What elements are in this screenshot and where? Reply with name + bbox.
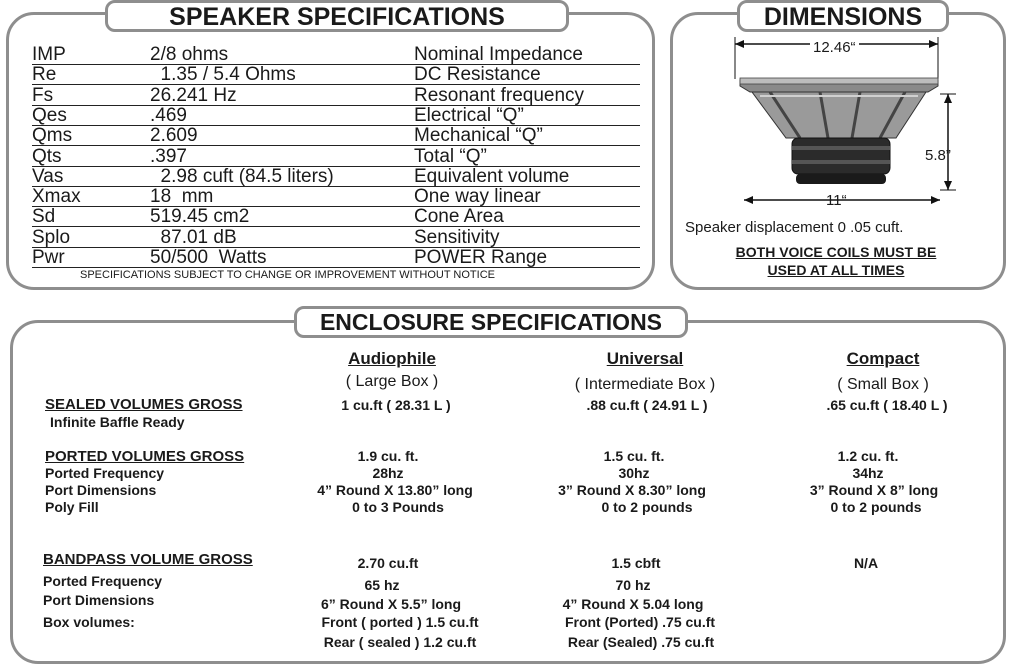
port-dim-universal: 3” Round X 8.30” long bbox=[558, 482, 706, 498]
spec-row bbox=[32, 186, 640, 207]
column-sub-audiophile: ( Large Box ) bbox=[345, 373, 439, 390]
base-label: 11“ bbox=[826, 192, 847, 209]
spec-disclaimer: SPECIFICATIONS SUBJECT TO CHANGE OR IMPROVEMENT WITHOUT NOTICE bbox=[80, 269, 495, 281]
spec-row bbox=[32, 206, 640, 227]
spec-row bbox=[32, 227, 640, 248]
poly-fill-universal: 0 to 2 pounds bbox=[601, 499, 693, 515]
spec-value: 18 mm bbox=[150, 186, 214, 208]
enclosure-specs-title: ENCLOSURE SPECIFICATIONS bbox=[294, 306, 688, 338]
spec-description: Sensitivity bbox=[414, 226, 500, 248]
box-volumes-label: Box volumes: bbox=[43, 614, 135, 630]
spec-description: DC Resistance bbox=[414, 64, 541, 86]
spec-param: IMP bbox=[32, 44, 66, 65]
spec-param: Pwr bbox=[32, 247, 65, 268]
spec-value: .469 bbox=[150, 104, 187, 126]
box-rear-universal: Rear (Sealed) .75 cu.ft bbox=[567, 634, 715, 650]
spec-row bbox=[32, 166, 640, 187]
spec-value: 50/500 Watts bbox=[150, 247, 267, 268]
spec-value: 2/8 ohms bbox=[150, 44, 229, 65]
spec-description: One way linear bbox=[414, 186, 541, 208]
box-rear-audiophile: Rear ( sealed ) 1.2 cu.ft bbox=[323, 634, 477, 650]
ported-volume-audiophile: 1.9 cu. ft. bbox=[357, 448, 419, 464]
magnet-assembly bbox=[792, 138, 890, 174]
bandpass-port-audiophile: 6” Round X 5.5” long bbox=[320, 596, 462, 612]
spec-value: 87.01 dB bbox=[150, 226, 237, 248]
bandpass-freq-universal: 70 hz bbox=[615, 577, 651, 593]
spec-param: Xmax bbox=[32, 186, 81, 208]
bandpass-volume-universal: 1.5 cbft bbox=[611, 555, 661, 571]
column-sub-compact: ( Small Box ) bbox=[837, 376, 929, 393]
bandpass-freq-audiophile: 65 hz bbox=[364, 577, 400, 593]
spec-param: Splo bbox=[32, 226, 71, 248]
bandpass-volume-compact: N/A bbox=[853, 555, 879, 571]
column-sub-universal: ( Intermediate Box ) bbox=[574, 376, 716, 393]
port-dim-audiophile: 4” Round X 13.80” long bbox=[317, 482, 473, 498]
poly-fill-audiophile: 0 to 3 Pounds bbox=[352, 499, 444, 515]
sealed-volumes-label: SEALED VOLUMES GROSS bbox=[45, 396, 243, 413]
ported-freq-universal: 30hz bbox=[618, 465, 650, 481]
column-heading-compact: Compact bbox=[846, 349, 920, 368]
spec-row bbox=[32, 105, 640, 126]
sealed-value-universal: .88 cu.ft ( 24.91 L ) bbox=[586, 397, 708, 413]
sealed-value-compact: .65 cu.ft ( 18.40 L ) bbox=[826, 397, 948, 413]
column-heading-audiophile: Audiophile bbox=[348, 349, 436, 368]
ported-freq-compact: 34hz bbox=[852, 465, 884, 481]
spec-row bbox=[32, 125, 640, 146]
spec-description: Equivalent volume bbox=[414, 165, 570, 187]
width-label: 12.46“ bbox=[810, 39, 859, 56]
infinite-baffle-label: Infinite Baffle Ready bbox=[50, 414, 185, 430]
spec-param: Vas bbox=[32, 165, 64, 187]
ported-volumes-label: PORTED VOLUMES GROSS bbox=[45, 448, 245, 465]
spec-param: Sd bbox=[32, 206, 56, 228]
bandpass-volume-audiophile: 2.70 cu.ft bbox=[357, 555, 419, 571]
box-front-audiophile: Front ( ported ) 1.5 cu.ft bbox=[321, 614, 479, 630]
spec-param: Qts bbox=[32, 145, 62, 167]
bandpass-volume-label: BANDPASS VOLUME GROSS bbox=[43, 551, 253, 568]
spec-description: Electrical “Q” bbox=[414, 104, 524, 126]
speaker-side-illustration bbox=[700, 34, 1000, 214]
ported-volume-compact: 1.2 cu. ft. bbox=[837, 448, 899, 464]
spec-value: 1.35 / 5.4 Ohms bbox=[150, 64, 296, 86]
spec-param: Fs bbox=[32, 84, 54, 106]
spec-value: 26.241 Hz bbox=[150, 84, 237, 106]
bandpass-port-universal: 4” Round X 5.04 long bbox=[562, 596, 704, 612]
spec-description: Nominal Impedance bbox=[414, 44, 583, 65]
dimensions-title: DIMENSIONS bbox=[737, 0, 949, 32]
spec-param: Qms bbox=[32, 125, 73, 147]
port-dim-compact: 3” Round X 8” long bbox=[809, 482, 939, 498]
ported-freq-audiophile: 28hz bbox=[372, 465, 404, 481]
spec-value: 2.609 bbox=[150, 125, 198, 147]
column-heading-universal: Universal bbox=[606, 349, 684, 368]
voice-coil-warning-line2: USED AT ALL TIMES bbox=[767, 262, 905, 278]
bandpass-frequency-label: Ported Frequency bbox=[43, 573, 163, 589]
poly-fill-compact: 0 to 2 pounds bbox=[830, 499, 922, 515]
spec-description: POWER Range bbox=[414, 247, 548, 268]
voice-coil-warning-line1: BOTH VOICE COILS MUST BE bbox=[735, 244, 937, 260]
bandpass-port-dimensions-label: Port Dimensions bbox=[43, 592, 155, 608]
spec-row bbox=[32, 85, 640, 106]
sealed-value-audiophile: 1 cu.ft ( 28.31 L ) bbox=[341, 397, 451, 413]
spec-row bbox=[32, 64, 640, 85]
spec-param: Re bbox=[32, 64, 57, 86]
poly-fill-label: Poly Fill bbox=[45, 499, 99, 515]
displacement-text: Speaker displacement 0 .05 cuft. bbox=[685, 219, 904, 236]
speaker-specs-title: SPEAKER SPECIFICATIONS bbox=[105, 0, 569, 32]
spec-value: .397 bbox=[150, 145, 187, 167]
spec-param: Qes bbox=[32, 104, 67, 126]
ported-frequency-label: Ported Frequency bbox=[45, 465, 165, 481]
spec-description: Cone Area bbox=[414, 206, 504, 228]
spec-row bbox=[32, 247, 640, 268]
height-label: 5.8” bbox=[925, 147, 951, 164]
spec-value: 519.45 cm2 bbox=[150, 206, 250, 228]
spec-row bbox=[32, 44, 640, 65]
port-dimensions-label: Port Dimensions bbox=[45, 482, 157, 498]
ported-volume-universal: 1.5 cu. ft. bbox=[603, 448, 665, 464]
spec-description: Total “Q” bbox=[414, 145, 487, 167]
spec-value: 2.98 cuft (84.5 liters) bbox=[150, 165, 334, 187]
spec-description: Resonant frequency bbox=[414, 84, 585, 106]
spec-description: Mechanical “Q” bbox=[414, 125, 543, 147]
spec-row bbox=[32, 146, 640, 167]
box-front-universal: Front (Ported) .75 cu.ft bbox=[564, 614, 716, 630]
